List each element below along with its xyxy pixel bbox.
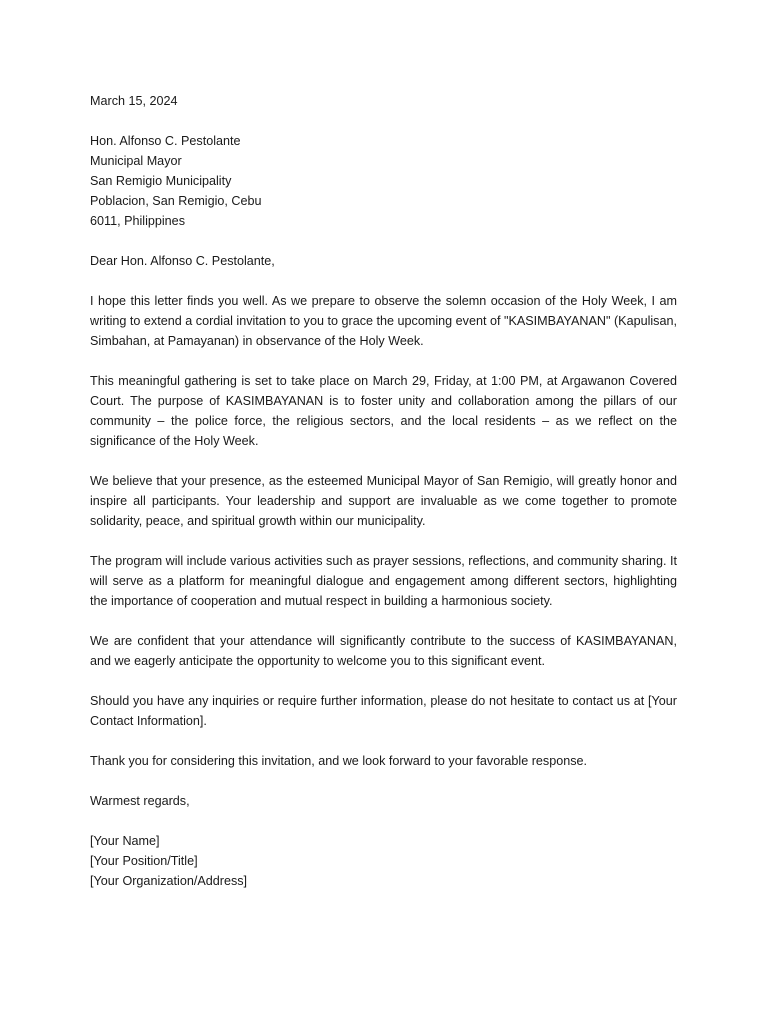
signature-organization: [Your Organization/Address] [90, 874, 248, 888]
body-paragraph-program: The program will include various activities such as prayer sessions, reflections, and community sharing. It will serve as a platform for meaningful dialogue and engagement among different sectors, highlighting the importance of cooperation and mutual respect in building a harmonious society. [90, 554, 677, 608]
closing-text: Warmest regards, [90, 794, 190, 808]
body-paragraph-event-details: This meaningful gathering is set to take place on March 29, Friday, at 1:00 PM, at Argawanon Covered Court. The purpose of KASIMBAYANAN is to foster unity and collaboration among the pillars of our community – the police force, the religious sectors, and the local residents – as we reflect on the significance of the Holy Week. [90, 374, 677, 448]
salutation-text: Dear Hon. Alfonso C. Pestolante, [90, 254, 275, 268]
recipient-address-line: Poblacion, San Remigio, Cebu [90, 194, 262, 208]
letter-document [90, 91, 677, 911]
signature-name: [Your Name] [90, 834, 160, 848]
date-text: March 15, 2024 [90, 94, 178, 108]
closing [90, 791, 677, 811]
body-paragraph-inquiries: Should you have any inquiries or require further information, please do not hesitate to contact us at [Your Contact Information]. [90, 694, 677, 728]
salutation [90, 251, 677, 271]
body-paragraph-presence: We believe that your presence, as the esteemed Municipal Mayor of San Remigio, will greatly honor and inspire all participants. Your leadership and support are invaluable as we come together to promote solidarity, peace, and spiritual growth within our municipality. [90, 474, 677, 528]
letter-date [90, 91, 677, 111]
signature-block [90, 831, 677, 891]
body-paragraph-thanks: Thank you for considering this invitation, and we look forward to your favorable response. [90, 754, 588, 768]
body-paragraph-invitation: I hope this letter finds you well. As we prepare to observe the solemn occasion of the Holy Week, I am writing to extend a cordial invitation to you to grace the upcoming event of "KASIMBAYANAN" (Kapulisan, Simbahan, at Pamayanan) in observance of the Holy Week. [90, 294, 677, 348]
recipient-address-block [90, 131, 677, 231]
body-paragraph-attendance: We are confident that your attendance will significantly contribute to the success of KASIMBAYANAN, and we eagerly anticipate the opportunity to welcome you to this significant event. [90, 634, 677, 668]
recipient-postal-line: 6011, Philippines [90, 214, 185, 228]
recipient-title: Municipal Mayor [90, 154, 182, 168]
signature-position: [Your Position/Title] [90, 854, 198, 868]
recipient-office: San Remigio Municipality [90, 174, 232, 188]
recipient-name: Hon. Alfonso C. Pestolante [90, 134, 241, 148]
